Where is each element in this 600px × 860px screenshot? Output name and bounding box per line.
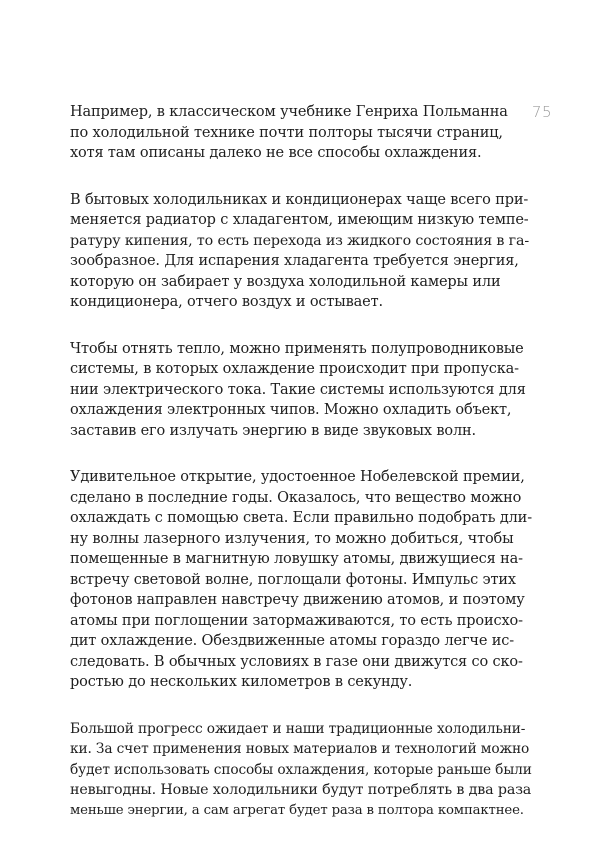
text-line: по холодильной технике почти полторы тысячи страниц, — [70, 124, 503, 141]
text-line: встречу световой волне, поглощали фотоны. Импульс этих — [70, 571, 516, 588]
text-line: В бытовых холодильниках и кондиционерах чаще всего при- — [70, 191, 529, 208]
text-line: хотя там описаны далеко не все способы охлаждения. — [70, 145, 482, 161]
text-line: ратуру кипения, то есть перехода из жидкого состояния в га- — [70, 232, 530, 249]
text-line: дит охлаждение. Обездвиженные атомы гораздо легче ис- — [70, 633, 514, 649]
text-line: следовать. В обычных условиях в газе они движутся со ско- — [70, 653, 523, 670]
text-line: будет использовать способы охлаждения, которые раньше были — [70, 761, 532, 778]
text-line: меньше энергии, а сам агрегат будет раза в полтора компактнее. — [70, 802, 524, 818]
text-line: зообразное. Для испарения хладагента требуется энергия, — [70, 253, 519, 269]
text-line: Большой прогресс ожидает и наши традиционные холодильни- — [70, 720, 526, 737]
text-line: фотонов направлен навстречу движению атомов, и поэтому — [70, 592, 525, 608]
paragraph-1 — [70, 102, 510, 164]
body-text — [70, 102, 532, 847]
paragraph-4 — [70, 467, 532, 693]
text-line: невыгодны. Новые холодильники будут потреблять в два раза — [70, 782, 532, 798]
text-line: ну волны лазерного излучения, то можно добиться, чтобы — [70, 530, 514, 547]
text-line: сделано в последние годы. Оказалось, что вещество можно — [70, 489, 522, 506]
paragraph-5 — [70, 719, 532, 822]
paragraph-2 — [70, 190, 530, 313]
text-line: Например, в классическом учебнике Генриха Польманна — [70, 104, 508, 120]
text-line: атомы при поглощении затормаживаются, то есть происхо- — [70, 612, 523, 629]
text-line: помещенные в магнитную ловушку атомы, движущиеся на- — [70, 551, 523, 567]
page-number: 75 — [531, 103, 552, 121]
text-line: заставив его излучать энергию в виде звуковых волн. — [70, 422, 477, 439]
text-line: ки. За счет применения новых материалов и технологий можно — [70, 741, 530, 757]
text-line: охлаждения электронных чипов. Можно охладить объект, — [70, 402, 512, 418]
text-line: нии электрического тока. Такие системы используются для — [70, 381, 526, 398]
text-line: меняется радиатор с хладагентом, имеющим низкую темпе- — [70, 212, 529, 228]
text-line: кондиционера, отчего воздух и остывает. — [70, 294, 383, 310]
text-line: системы, в которых охлаждение происходит при пропуска- — [70, 361, 519, 377]
text-line: Удивительное открытие, удостоенное Нобелевской премии, — [70, 469, 525, 485]
paragraph-3 — [70, 339, 526, 442]
text-line: Чтобы отнять тепло, можно применять полупроводниковые — [70, 340, 524, 357]
text-line: охлаждать с помощью света. Если правильно подобрать дли- — [70, 510, 532, 526]
text-line: ростью до нескольких километров в секунду. — [70, 674, 413, 690]
text-line: которую он забирает у воздуха холодильной камеры или — [70, 273, 501, 290]
